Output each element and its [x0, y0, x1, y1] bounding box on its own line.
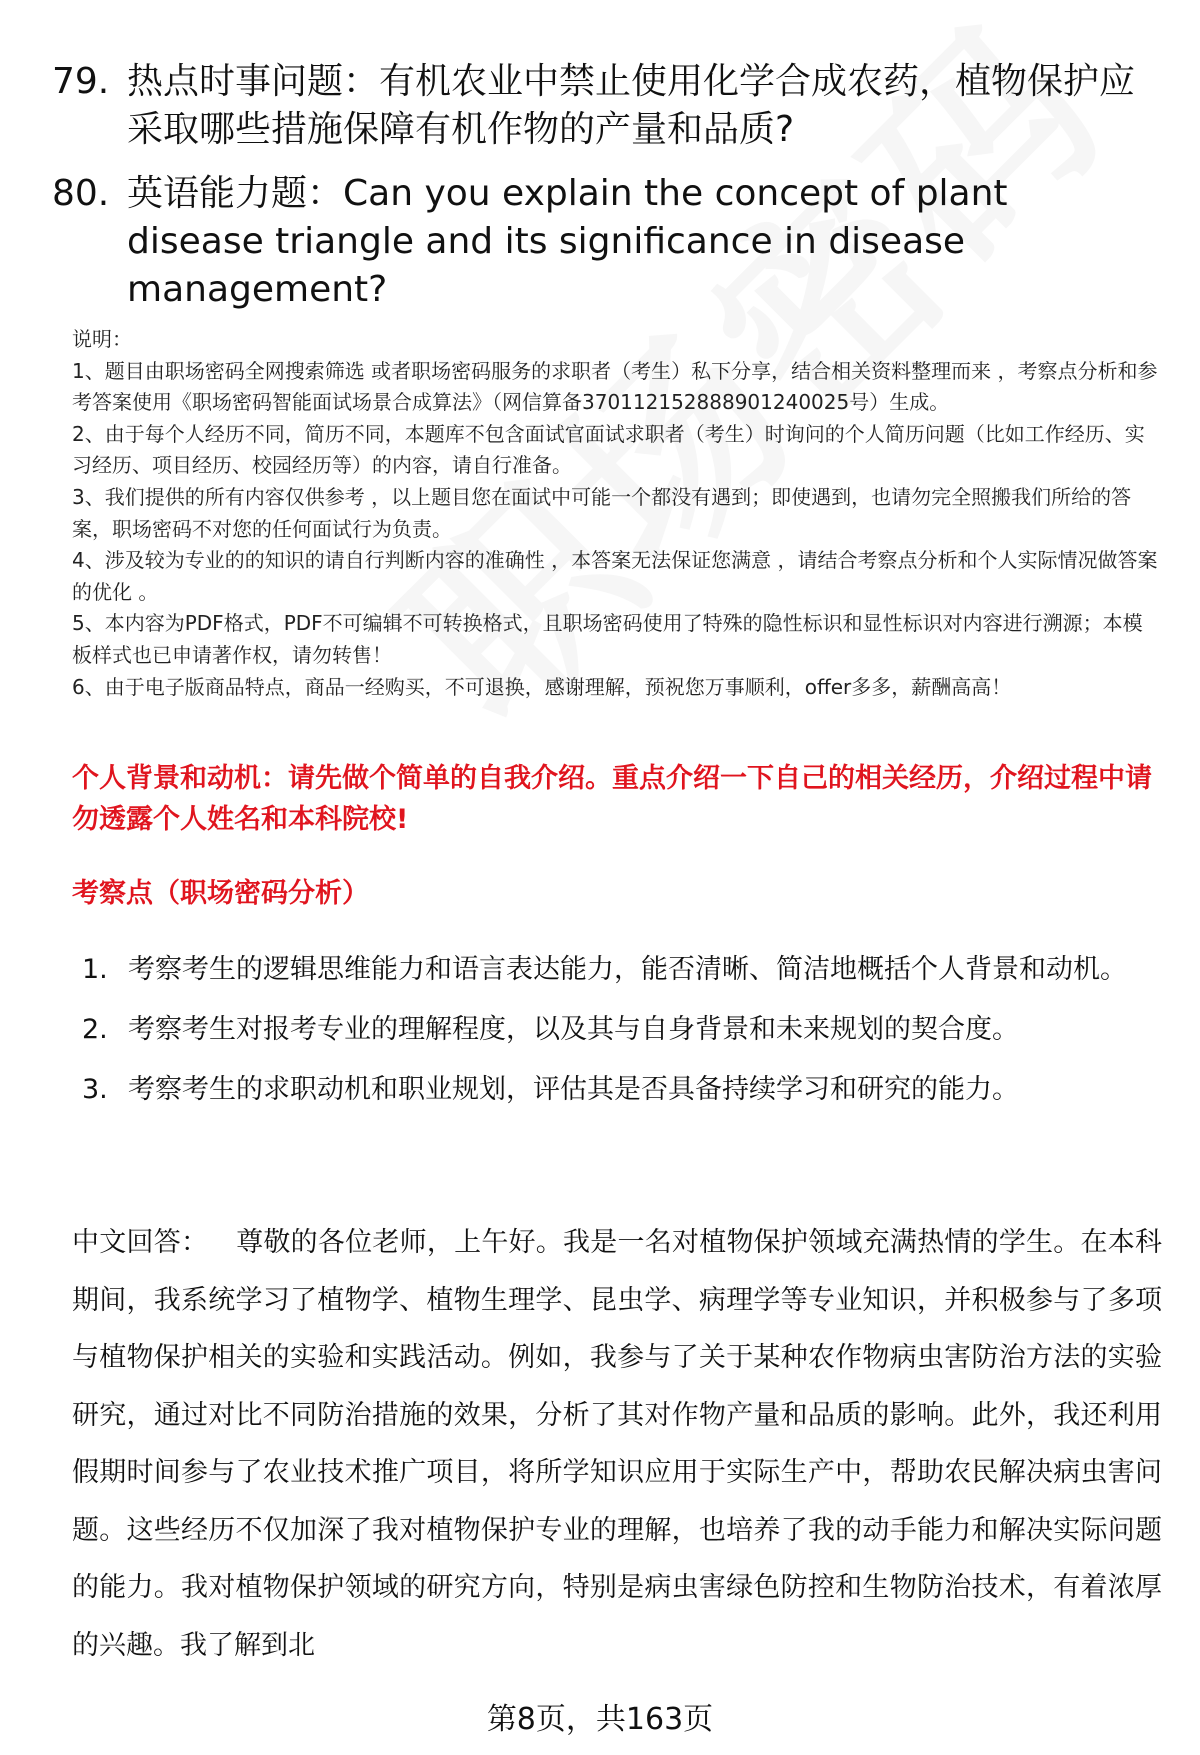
point-text: 考察考生的逻辑思维能力和语言表达能力，能否清晰、简洁地概括个人背景和动机。: [128, 954, 1127, 985]
note-item: 3、我们提供的所有内容仅供参考 ，以上题目您在面试中可能一个都没有遇到；即使遇到，也请勿完全照搬我们所给的答案，职场密码不对您的任何面试行为负责。: [72, 484, 1132, 541]
answer-paragraph: [72, 1214, 1162, 1674]
notes-title: 说明：: [72, 327, 132, 351]
point-text: 考察考生对报考专业的理解程度，以及其与自身背景和未来规划的契合度。: [128, 1014, 1019, 1045]
note-item: 4、涉及较为专业的的知识的请自行判断内容的准确性 ，本答案无法保证您满意 ，请结合考察点分析和个人实际情况做答案的优化 。: [72, 548, 1158, 604]
point-number: 3.: [82, 1074, 108, 1105]
question-text: 英语能力题：Can you explain the concept of plant disease triangle and its significance in disease management?: [127, 173, 1008, 310]
list-item: [82, 942, 1162, 998]
answer-text: 尊敬的各位老师，上午好。我是一名对植物保护领域充满热情的学生。在本科期间，我系统学习了植物学、植物生理学、昆虫学、病理学等专业知识，并积极参与了多项与植物保护相关的实验和实践活动。例如，我参与了关于某种农作物病虫害防治方法的实验研究，通过对比不同防治措施的效果，分析了其对作物产量和品质的影响。此外，我还利用假期时间参与了农业技术推广项目，将所学知识应用于实际生产中，帮助农民解决病虫害问题。这些经历不仅加深了我对植物保护专业的理解，也培养了我的动手能力和解决实际问题的能力。我对植物保护领域的研究方向，特别是病虫害绿色防控和生物防治技术，有着浓厚的兴趣。我了解到北: [72, 1227, 1163, 1661]
answer-label: 中文回答：: [72, 1227, 209, 1258]
question-79: [52, 58, 1152, 154]
question-number: 80.: [52, 173, 110, 214]
note-item: 1、题目由职场密码全网搜索筛选 或者职场密码服务的求职者（考生）私下分享，结合相关资料整理而来 ，考察点分析和参考答案使用《职场密码智能面试场景合成算法》（网信算备370112152888901240025号）生成。: [72, 358, 1158, 415]
analysis-points: [82, 942, 1162, 1118]
section-question: 个人背景和动机：请先做个简单的自我介绍。重点介绍一下自己的相关经历，介绍过程中请勿透露个人姓名和本科院校!: [72, 763, 1152, 835]
list-item: [82, 1062, 1162, 1118]
point-number: 2.: [82, 1014, 108, 1045]
note-item: 2、由于每个人经历不同，简历不同，本题库不包含面试官面试求职者（考生）时询问的个人简历问题（比如工作经历、实习经历、项目经历、校园经历等）的内容，请自行准备。: [72, 421, 1145, 478]
page-number: 第8页，共163页: [486, 1702, 714, 1737]
analysis-heading: 考察点（职场密码分析）: [72, 878, 369, 909]
disclaimer-notes: [72, 324, 1162, 703]
point-text: 考察考生的求职动机和职业规划，评估其是否具备持续学习和研究的能力。: [128, 1074, 1019, 1105]
question-text: 热点时事问题：有机农业中禁止使用化学合成农药，植物保护应采取哪些措施保障有机作物的产量和品质?: [127, 61, 1136, 150]
note-item: 6、由于电子版商品特点，商品一经购买，不可退换，感谢理解，预祝您万事顺利，offer多多，薪酬高高！: [72, 674, 1012, 699]
point-number: 1.: [82, 954, 108, 985]
list-item: [82, 1002, 1162, 1058]
note-item: 5、本内容为PDF格式，PDF不可编辑不可转换格式，且职场密码使用了特殊的隐性标识和显性标识对内容进行溯源；本模板样式也已申请著作权，请勿转售！: [72, 611, 1143, 667]
question-number: 79.: [52, 61, 110, 102]
question-80: [52, 170, 1152, 314]
